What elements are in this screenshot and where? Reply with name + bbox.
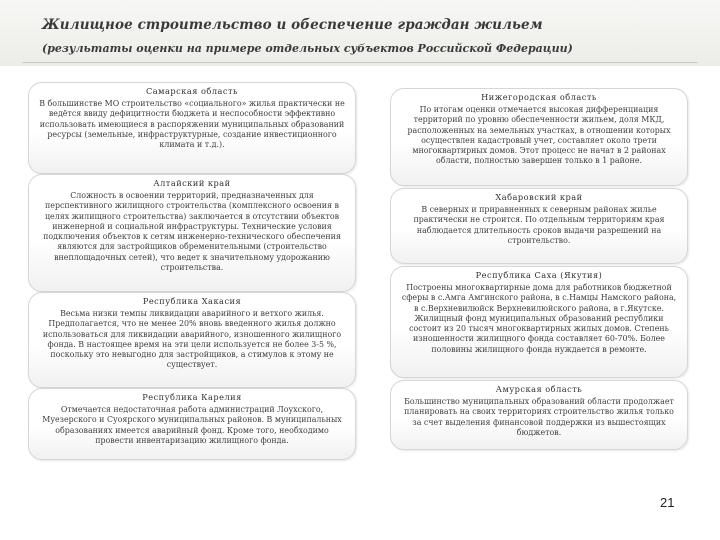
region-text: Большинство муниципальных образований области продолжает планировать на своих территориях строительство жилья только за счет выделения финансовой поддержки из вышестоящих бюджетов. bbox=[404, 397, 674, 437]
region-heading: Амурская область bbox=[495, 384, 583, 394]
region-heading: Хабаровский край bbox=[495, 192, 583, 202]
region-box-altai bbox=[28, 174, 356, 292]
page-number: 21 bbox=[660, 495, 675, 510]
region-heading: Республика Карелия bbox=[142, 392, 242, 402]
region-text: Отмечается недостаточная работа администраций Лоухского, Муезерского и Суоярского муниципальных районов. В муниципальных образованиях имеется аварийный фонд. Кроме того, необходимо провести инвентаризацию жилищного фонда. bbox=[42, 405, 342, 445]
region-box-yakutia bbox=[390, 266, 688, 378]
region-box-samara bbox=[28, 82, 356, 174]
region-text: В северных и приравненных к северным районах жилье практически не строится. По отдельным территориям края наблюдается длительность сроков выдачи разрешений на строительство. bbox=[413, 205, 665, 245]
region-box-nizhny-novgorod bbox=[390, 88, 688, 186]
region-text: Построены многоквартирные дома для работников бюджетной сферы в с.Амга Амгинского района, в с.Намцы Намского района, в с.Верхневилюйск Верхневилюйского района, в г.Якутске. Жилищный фонд муниципальных образований республики состоит из 20 тысяч многоквартирных жилых домов. Степень изношенности жилищного фонда составляет 60-70%. Более половины жилищного фонда нуждается в ремонте. bbox=[401, 283, 677, 354]
page-title: Жилищное строительство и обеспечение граждан жильем bbox=[42, 17, 543, 33]
slide-header bbox=[0, 0, 720, 66]
header-divider bbox=[22, 62, 698, 63]
region-text: В большинстве МО строительство «социального» жилья практически не ведётся ввиду дефицитности бюджета и неспособности эффективно использовать имеющиеся в распоряжении муниципальных образований ресурсы (земельные, инфраструктурные, создание инвестиционного климата и т.д.). bbox=[39, 99, 345, 150]
region-heading: Алтайский край bbox=[153, 178, 231, 188]
region-box-khabarovsk bbox=[390, 188, 688, 264]
page-subtitle: (результаты оценки на примере отдельных субъектов Российской Федерации) bbox=[42, 42, 573, 55]
region-heading: Республика Хакасия bbox=[142, 296, 242, 306]
region-box-khakassia bbox=[28, 292, 356, 388]
region-text: Сложность в освоении территорий, предназначенных для перспективного жилищного строительства (комплексного освоения в целях жилищного строительства) заключается в отсутствии объектов инженерной и социальной инфраструктуры. Технические условия подключения объектов к сетям инженерно-технического обеспечения являются для застройщиков обременительными (строительство внеплощадочных сетей), что ведет к значительному удорожанию строительства. bbox=[43, 191, 341, 273]
region-box-karelia bbox=[28, 388, 356, 460]
region-box-amur bbox=[390, 380, 688, 450]
region-heading: Нижегородская область bbox=[481, 92, 597, 102]
region-text: Весьма низки темпы ликвидации аварийного и ветхого жилья. Предполагается, что не менее 20% вновь введенного жилья должно использоваться для ликвидации аварийного, изношенного жилищного фонда. В настоящее время на эти цели используется не более 3-5 %, поскольку это невыгодно для застройщиков, а стимулов к этому не существует. bbox=[42, 309, 342, 370]
region-heading: Самарская область bbox=[145, 86, 238, 96]
region-text: По итогам оценки отмечается высокая дифференциация территорий по уровню обеспеченности жильем, доля МКД, расположенных на земельных участках, в отношении которых осуществлен кадастровый учет, составляет около трети многоквартирных домов. Этот процесс не начат в 2 районах области, полностью завершен только в 1 районе. bbox=[407, 105, 671, 166]
region-heading: Республика Саха (Якутия) bbox=[475, 270, 603, 280]
